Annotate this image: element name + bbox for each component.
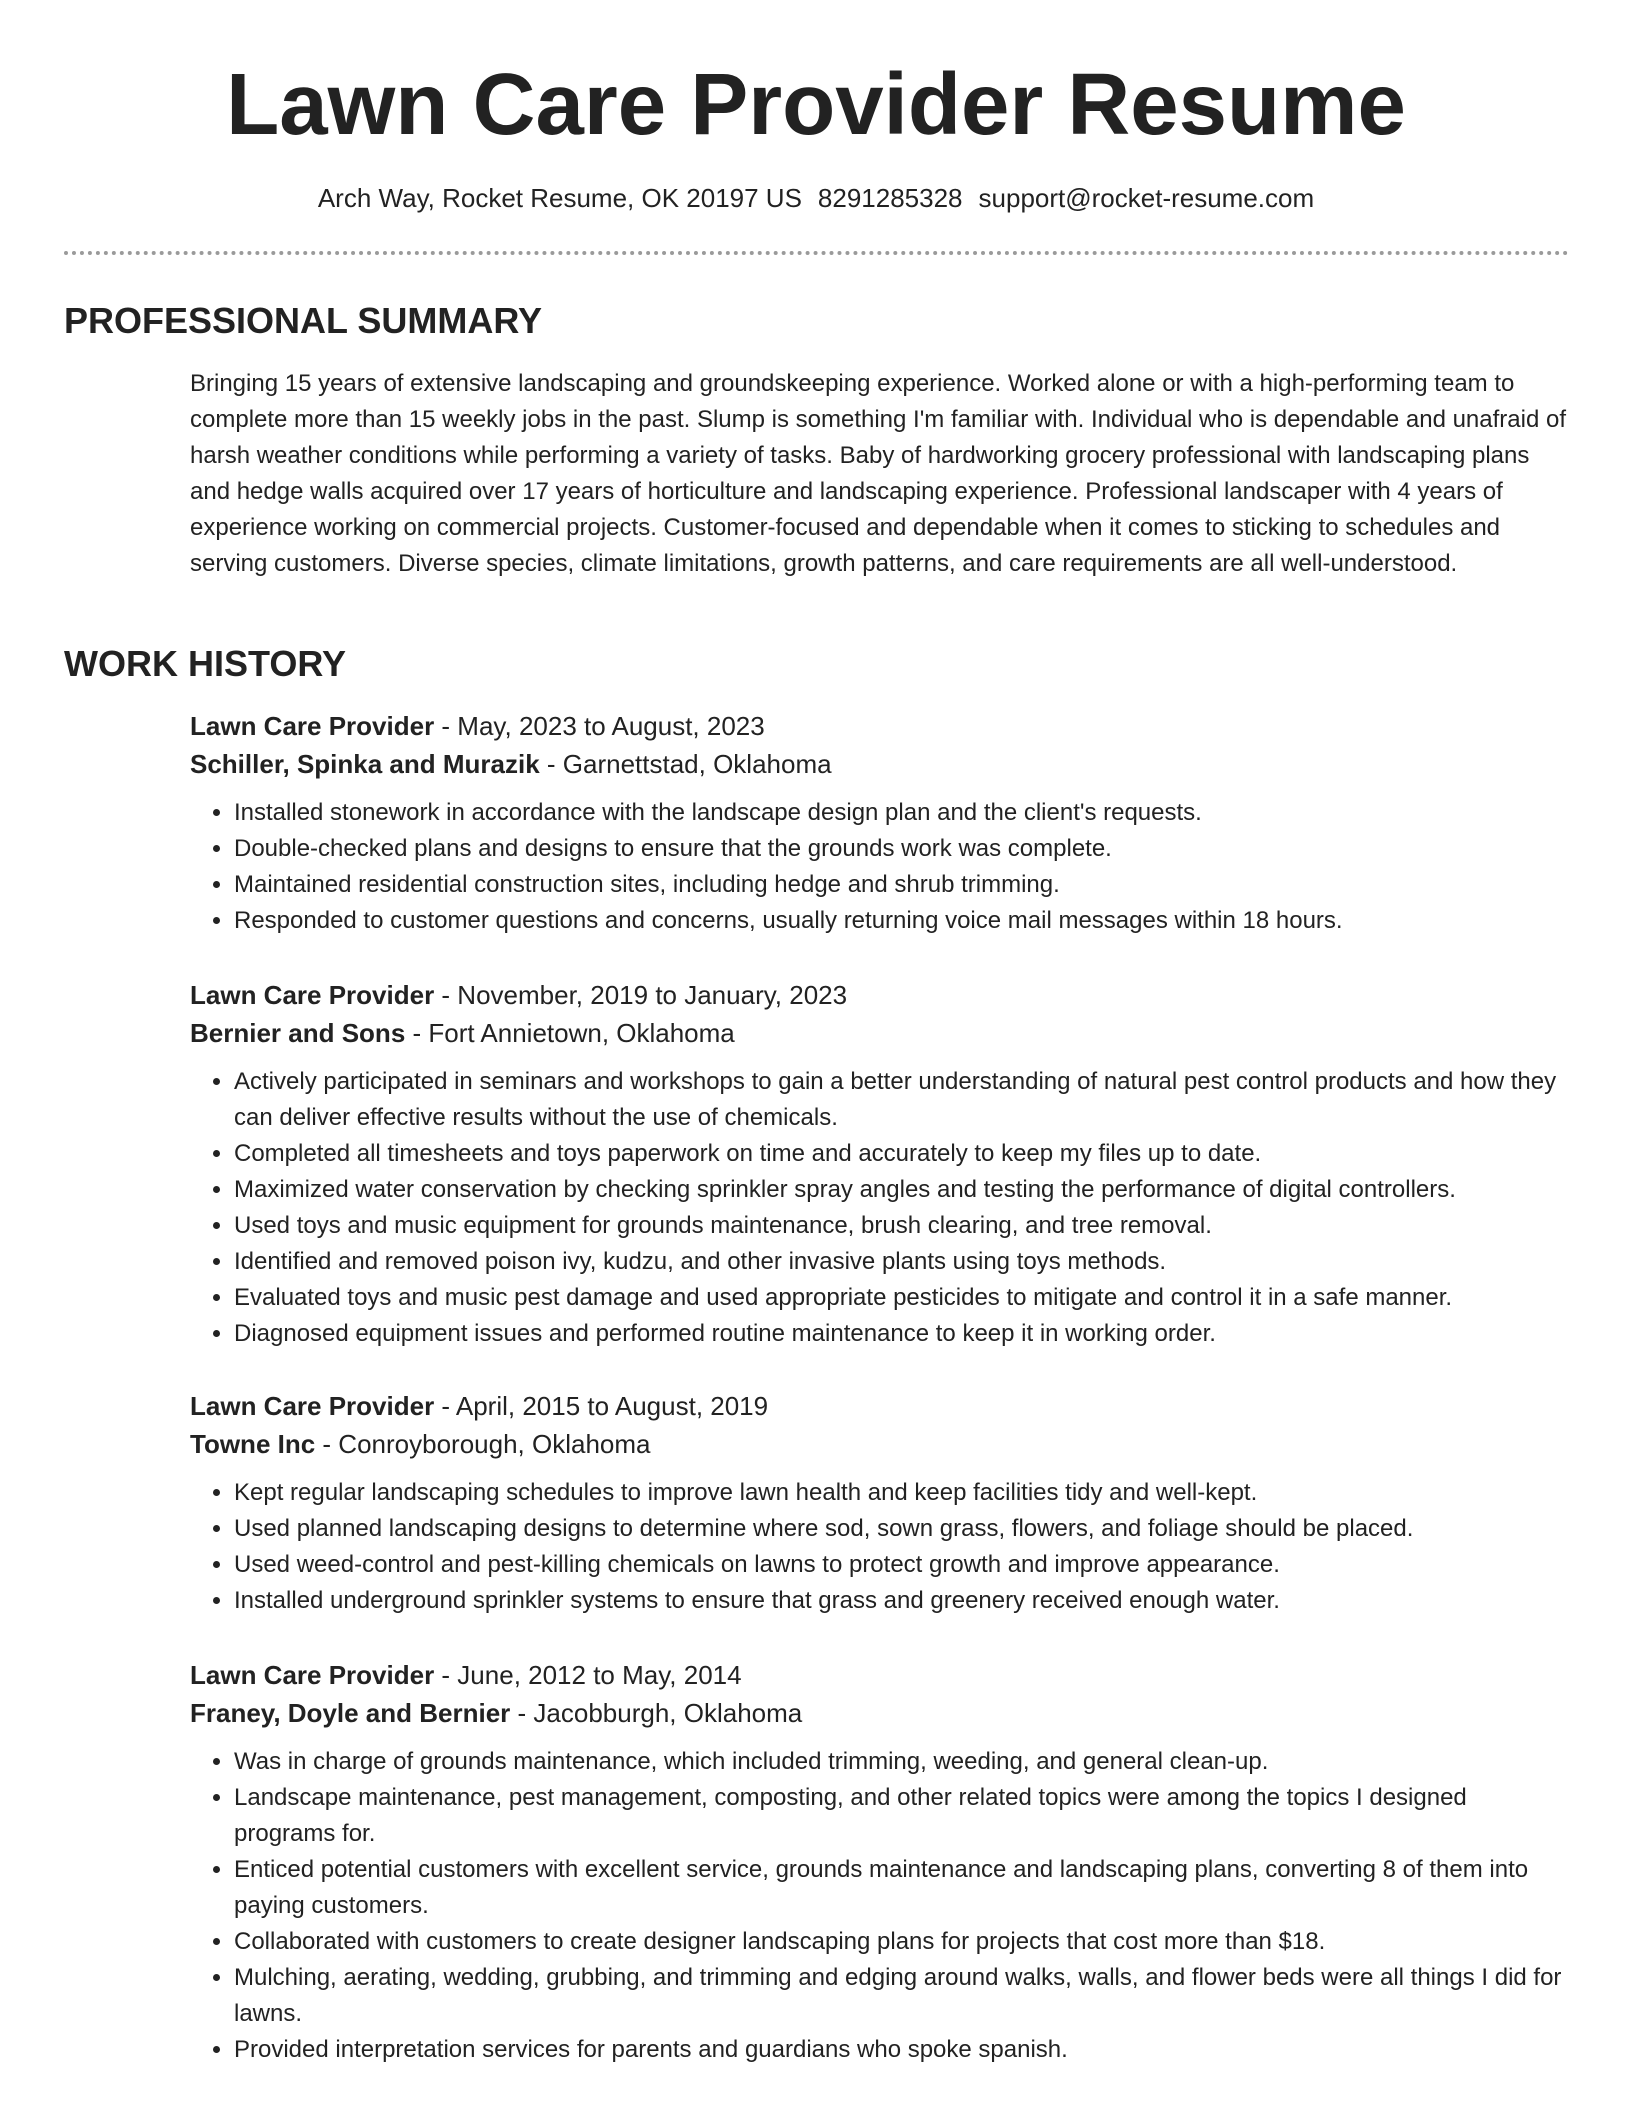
job-role-line <box>190 707 1570 745</box>
job-dates: - May, 2023 to August, 2023 <box>434 711 765 741</box>
job-bullets <box>190 1064 1570 1352</box>
job-bullet: • Was in charge of grounds maintenance, which included trimming, weeding, and general clean-up. <box>234 1744 1570 1780</box>
job-bullet: • Installed underground sprinkler systems to ensure that grass and greenery received enough water. <box>234 1583 1570 1619</box>
job-bullet: • Actively participated in seminars and workshops to gain a better understanding of natural pest control products and how they can deliver effective results without the use of chemicals. <box>234 1064 1570 1136</box>
job-dates: - June, 2012 to May, 2014 <box>434 1660 742 1690</box>
job-bullet: • Installed stonework in accordance with the landscape design plan and the client's requests. <box>234 795 1570 831</box>
job-bullet: • Evaluated toys and music pest damage and used appropriate pesticides to mitigate and control it in a safe manner. <box>234 1280 1570 1316</box>
job-bullet: • Identified and removed poison ivy, kudzu, and other invasive plants using toys methods. <box>234 1244 1570 1280</box>
contact-email: support@rocket-resume.com <box>978 183 1315 213</box>
job-entry <box>190 707 1570 939</box>
job-title: Lawn Care Provider <box>190 1660 435 1690</box>
job-role-line <box>190 1656 1570 1694</box>
job-company: Franey, Doyle and Bernier <box>190 1698 511 1728</box>
job-bullet: • Diagnosed equipment issues and performed routine maintenance to keep it in working order. <box>234 1316 1570 1352</box>
job-company: Schiller, Spinka and Murazik <box>190 749 540 779</box>
job-bullets <box>190 1744 1570 2068</box>
job-location: - Garnettstad, Oklahoma <box>539 749 832 779</box>
job-location: - Jacobburgh, Oklahoma <box>510 1698 803 1728</box>
job-bullet: • Kept regular landscaping schedules to improve lawn health and keep facilities tidy and well-kept. <box>234 1475 1570 1511</box>
job-dates: - April, 2015 to August, 2019 <box>434 1391 769 1421</box>
summary-heading: PROFESSIONAL SUMMARY <box>64 300 543 341</box>
contact-info <box>0 180 1632 216</box>
job-company-line <box>190 1425 1570 1463</box>
contact-address: Arch Way, Rocket Resume, OK 20197 US <box>317 183 802 213</box>
job-bullet: • Used toys and music equipment for grounds maintenance, brush clearing, and tree removal. <box>234 1208 1570 1244</box>
work-history-heading: WORK HISTORY <box>64 643 347 684</box>
job-bullet: • Landscape maintenance, pest management, composting, and other related topics were among the topics I designed programs for. <box>234 1780 1570 1852</box>
job-bullet: • Double-checked plans and designs to ensure that the grounds work was complete. <box>234 831 1570 867</box>
job-bullet: • Mulching, aerating, wedding, grubbing, and trimming and edging around walks, walls, and flower beds were all things I did for lawns. <box>234 1960 1570 2032</box>
job-title: Lawn Care Provider <box>190 980 435 1010</box>
contact-phone: 8291285328 <box>817 183 963 213</box>
job-entry <box>190 1387 1570 1619</box>
job-role-line <box>190 976 1570 1014</box>
job-entry <box>190 1656 1570 2068</box>
job-title: Lawn Care Provider <box>190 1391 435 1421</box>
job-bullet: • Provided interpretation services for parents and guardians who spoke spanish. <box>234 2032 1570 2068</box>
job-company-line <box>190 1694 1570 1732</box>
resume-title: Lawn Care Provider Resume <box>226 56 1406 153</box>
job-bullet: • Completed all timesheets and toys paperwork on time and accurately to keep my files up to date. <box>234 1136 1570 1172</box>
job-company: Towne Inc <box>190 1429 316 1459</box>
job-bullet: • Collaborated with customers to create designer landscaping plans for projects that cost more than $18. <box>234 1924 1570 1960</box>
job-title: Lawn Care Provider <box>190 711 435 741</box>
job-company-line <box>190 1014 1570 1052</box>
job-company: Bernier and Sons <box>190 1018 406 1048</box>
job-bullets <box>190 1475 1570 1619</box>
job-location: - Fort Annietown, Oklahoma <box>405 1018 735 1048</box>
job-bullet: • Maintained residential construction sites, including hedge and shrub trimming. <box>234 867 1570 903</box>
job-bullet: • Maximized water conservation by checking sprinkler spray angles and testing the performance of digital controllers. <box>234 1172 1570 1208</box>
job-role-line <box>190 1387 1570 1425</box>
job-company-line <box>190 745 1570 783</box>
job-bullets <box>190 795 1570 939</box>
header-divider <box>64 251 1569 255</box>
job-bullet: • Enticed potential customers with excellent service, grounds maintenance and landscaping plans, converting 8 of them into paying customers. <box>234 1852 1570 1924</box>
job-bullet: • Responded to customer questions and concerns, usually returning voice mail messages within 18 hours. <box>234 903 1570 939</box>
job-location: - Conroyborough, Oklahoma <box>315 1429 651 1459</box>
job-dates: - November, 2019 to January, 2023 <box>434 980 848 1010</box>
job-bullet: • Used planned landscaping designs to determine where sod, sown grass, flowers, and foliage should be placed. <box>234 1511 1570 1547</box>
job-bullet: • Used weed-control and pest-killing chemicals on lawns to protect growth and improve appearance. <box>234 1547 1570 1583</box>
job-entry <box>190 976 1570 1352</box>
summary-text: Bringing 15 years of extensive landscaping and groundskeeping experience. Worked alone or with a high-performing team to complete more than 15 weekly jobs in the past. Slump is something I'm familiar with. Individual who is dependable and unafraid of harsh weather conditions while performing a variety of tasks. Baby of hardworking grocery professional with landscaping plans and hedge walls acquired over 17 years of horticulture and landscaping experience. Professional landscaper with 4 years of experience working on commercial projects. Customer-focused and dependable when it comes to sticking to schedules and serving customers. Diverse species, climate limitations, growth patterns, and care requirements are all well-understood. <box>190 370 1566 577</box>
